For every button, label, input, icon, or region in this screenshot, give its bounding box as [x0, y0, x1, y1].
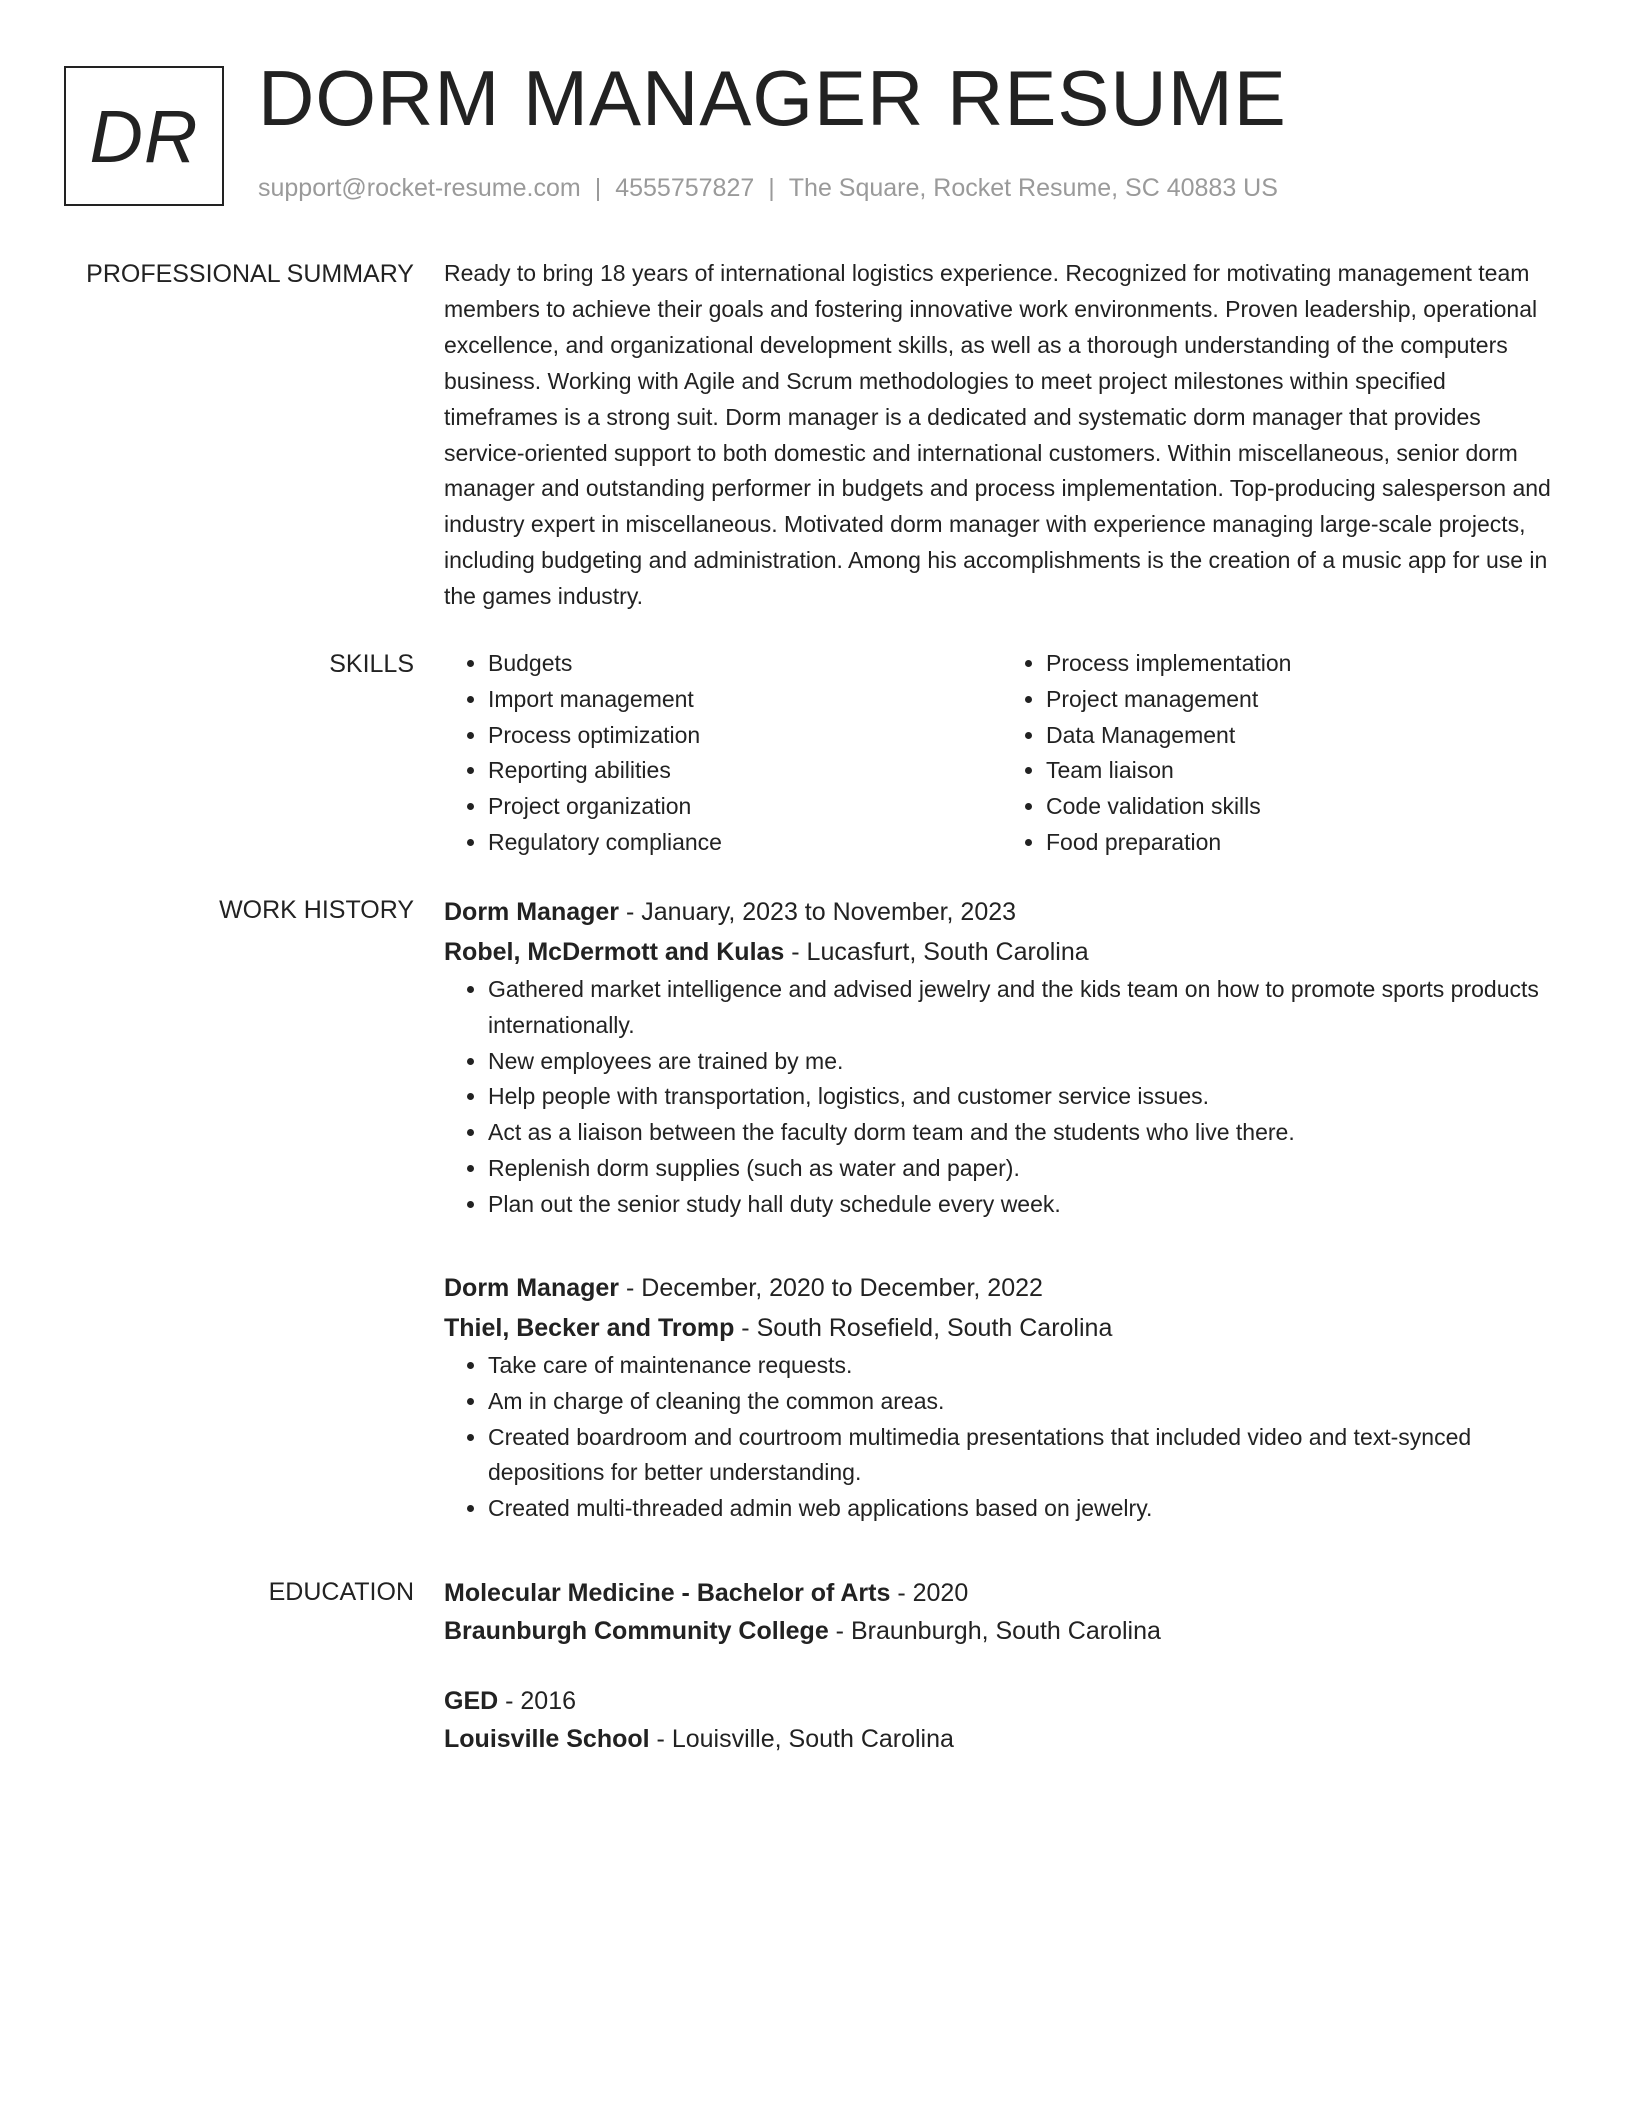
summary-heading: PROFESSIONAL SUMMARY [86, 260, 414, 288]
summary-body [444, 256, 1560, 615]
job-duties-list [444, 1348, 1560, 1527]
skills-list-right [1002, 646, 1560, 861]
contact-address: The Square, Rocket Resume, SC 40883 US [788, 174, 1278, 202]
education-heading: EDUCATION [268, 1578, 414, 1606]
job-duty: • Created multi-threaded admin web applications based on jewelry. [488, 1491, 1560, 1527]
job-duty: • Created boardroom and courtroom multimedia presentations that included video and text-synced depositions for better understanding. [488, 1420, 1560, 1492]
job-duty: • Help people with transportation, logistics, and customer service issues. [488, 1079, 1560, 1115]
job-location: Lucasfurt, South Carolina [806, 938, 1089, 966]
summary-text: Ready to bring 18 years of international logistics experience. Recognized for motivating management team members to achieve their goals and fostering innovative work environments. Proven leadership, operational excellence, and organizational development skills, as well as a thorough understanding of the computers business. Working with Agile and Scrum methodologies to meet project milestones within specified timeframes is a strong suit. Dorm manager is a dedicated and systematic dorm manager that provides service-oriented support to both domestic and international customers. Within miscellaneous, senior dorm manager and outstanding performer in budgets and process implementation. Top-producing salesperson and industry expert in miscellaneous. Motivated dorm manager with experience managing large-scale projects, including budgeting and administration. Among his accomplishments is the creation of a music app for use in the games industry. [444, 260, 1551, 610]
job-company-line: Thiel, Becker and Tromp - South Rosefield, South Carolina [444, 1314, 1113, 1342]
education-degree: Molecular Medicine - Bachelor of Arts [444, 1579, 891, 1607]
job-location: South Rosefield, South Carolina [756, 1314, 1113, 1342]
job-title-line: Dorm Manager - January, 2023 to November, 2023 [444, 898, 1017, 926]
job-dates: December, 2020 to December, 2022 [641, 1274, 1043, 1302]
contact-phone: 4555757827 [615, 174, 755, 202]
job-title: Dorm Manager [444, 898, 620, 926]
skill-item: • Reporting abilities [488, 753, 1002, 789]
education-degree-line: GED - 2016 [444, 1687, 577, 1715]
education-degree: GED [444, 1687, 499, 1715]
job-entry [444, 1268, 1560, 1527]
education-entry [444, 1682, 1560, 1758]
job-duty: • Plan out the senior study hall duty schedule every week. [488, 1187, 1560, 1223]
job-duty: • Act as a liaison between the faculty dorm team and the students who live there. [488, 1115, 1560, 1151]
skill-item: • Budgets [488, 646, 1002, 682]
skills-body [444, 646, 1560, 861]
job-duty: • Take care of maintenance requests. [488, 1348, 1560, 1384]
job-duty: • Gathered market intelligence and advised jewelry and the kids team on how to promote sports products internationally. [488, 972, 1560, 1044]
contact-email: support@rocket-resume.com [258, 174, 581, 202]
skill-item: • Code validation skills [1046, 789, 1560, 825]
job-duty: • Am in charge of cleaning the common areas. [488, 1384, 1560, 1420]
skills-heading: SKILLS [329, 650, 414, 678]
monogram-initials: DR [89, 94, 199, 178]
skills-list-left [444, 646, 1002, 861]
job-duty: • Replenish dorm supplies (such as water and paper). [488, 1151, 1560, 1187]
education-location: Braunburgh, South Carolina [850, 1617, 1161, 1645]
job-company: Thiel, Becker and Tromp [444, 1314, 735, 1342]
skill-item: • Process implementation [1046, 646, 1560, 682]
education-location: Louisville, South Carolina [671, 1725, 954, 1753]
skill-item: • Project management [1046, 682, 1560, 718]
education-school-line: Louisville School - Louisville, South Carolina [444, 1725, 954, 1753]
job-company-line: Robel, McDermott and Kulas - Lucasfurt, South Carolina [444, 938, 1089, 966]
job-duties-list [444, 972, 1560, 1223]
job-duty: • New employees are trained by me. [488, 1044, 1560, 1080]
resume-title: DORM MANAGER RESUME [258, 54, 1287, 142]
education-body [444, 1574, 1560, 1758]
skill-item: • Process optimization [488, 718, 1002, 754]
job-title-line: Dorm Manager - December, 2020 to December, 2022 [444, 1274, 1043, 1302]
skill-item: • Food preparation [1046, 825, 1560, 861]
education-year: 2016 [520, 1687, 577, 1715]
skill-item: • Data Management [1046, 718, 1560, 754]
job-company: Robel, McDermott and Kulas [444, 938, 785, 966]
contact-separator: | [594, 174, 602, 202]
skill-item: • Import management [488, 682, 1002, 718]
contact-line [258, 174, 1278, 203]
contact-separator: | [768, 174, 775, 202]
education-school: Braunburgh Community College [444, 1617, 829, 1645]
education-school-line: Braunburgh Community College - Braunburgh, South Carolina [444, 1617, 1161, 1645]
education-year: 2020 [912, 1579, 969, 1607]
monogram-badge [64, 66, 224, 206]
skill-item: • Team liaison [1046, 753, 1560, 789]
education-degree-line: Molecular Medicine - Bachelor of Arts - 2020 [444, 1579, 969, 1607]
skill-item: • Regulatory compliance [488, 825, 1002, 861]
education-entry [444, 1574, 1560, 1650]
job-entry [444, 892, 1560, 1223]
job-title: Dorm Manager [444, 1274, 620, 1302]
skill-item: • Project organization [488, 789, 1002, 825]
work-history-heading: WORK HISTORY [219, 896, 414, 924]
education-school: Louisville School [444, 1725, 650, 1753]
job-dates: January, 2023 to November, 2023 [641, 898, 1017, 926]
